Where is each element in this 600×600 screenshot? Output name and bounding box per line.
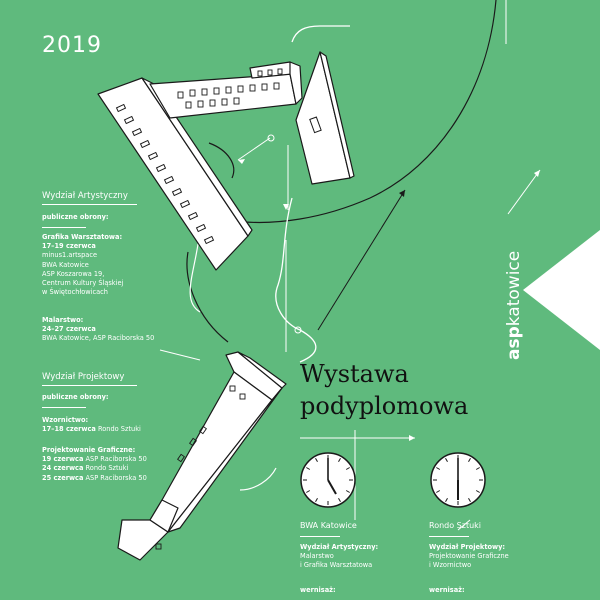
design-wzornictwo-label: Wzornictwo:: [42, 416, 89, 424]
artistic-malarstwo-label: Malarstwo:: [42, 316, 84, 324]
venue-bwa-divider: [300, 536, 340, 537]
line-3: [238, 138, 270, 160]
venue-bwa-name: BWA Katowice: [300, 521, 357, 530]
design-grafika-place: Rondo Sztuki: [85, 464, 129, 473]
line-7: [508, 170, 540, 214]
venue-bwa-program: Malarstwo: [300, 552, 334, 561]
node-circle-1: [268, 135, 274, 141]
title-line-1: Wystawa: [300, 360, 409, 388]
brand-logo: [504, 251, 524, 360]
exhibition-title: [300, 358, 468, 422]
title-line-2: podyplomowa: [300, 392, 469, 420]
artistic-heading: Wydział Artystyczny: [42, 191, 128, 201]
venue-rondo-name: Rondo Sztuki: [429, 521, 482, 530]
arrow-4: [409, 435, 415, 441]
venue-rondo-details: [429, 543, 509, 571]
bottom-curve: [240, 468, 276, 490]
artistic-grafika-dates: 17–19 czerwca: [42, 242, 96, 251]
clock-rondo-icon: [431, 453, 485, 507]
artistic-grafika-place: ASP Koszarowa 19,: [42, 269, 105, 278]
venue-rondo-opening: wernisaż:: [429, 586, 465, 594]
design-grafika-row: [42, 455, 147, 464]
artistic-divider: [42, 204, 137, 205]
design-grafika-place: ASP Raciborska 50: [85, 455, 147, 464]
design-grafika-date: 24 czerwca: [42, 464, 84, 473]
brand-regular: katowice: [504, 250, 524, 327]
design-public-defenses: publiczne obrony:: [42, 393, 109, 401]
design-wzornictwo-block: [42, 416, 141, 434]
design-grafika-date: 19 czerwca: [42, 455, 84, 464]
artistic-subdivider: [42, 227, 86, 228]
design-grafika-row: [42, 474, 147, 483]
venue-rondo-program: i Wzornictwo: [429, 561, 472, 570]
design-wzornictwo-dates: 17–18 czerwca: [42, 425, 96, 434]
venue-bwa-details: [300, 543, 378, 571]
brand-triangle: [523, 230, 600, 350]
design-grafika-place: ASP Raciborska 50: [85, 473, 147, 482]
artistic-grafika-place: BWA Katowice: [42, 260, 89, 269]
venue-rondo-faculty: Wydział Projektowy:: [429, 543, 506, 551]
venue-rondo-program: Projektowanie Graficzne: [429, 552, 509, 561]
arrow-5: [534, 170, 540, 177]
design-grafika-label: Projektowanie Graficzne:: [42, 446, 136, 454]
venue-bwa-opening: wernisaż:: [300, 586, 336, 594]
design-grafika-date: 25 czerwca: [42, 473, 84, 482]
artistic-grafika-place: Centrum Kultury Śląskiej: [42, 279, 124, 288]
venue-bwa-program: i Grafika Warsztatowa: [300, 561, 373, 570]
artistic-malarstwo-places: BWA Katowice, ASP Raciborska 50: [42, 334, 155, 343]
venue-rondo-divider: [429, 536, 469, 537]
artistic-grafika-place: minus1.artspace: [42, 251, 98, 260]
artistic-malarstwo-block: [42, 316, 154, 344]
artistic-public-defenses: publiczne obrony:: [42, 213, 109, 221]
building-top-triangle: [296, 52, 354, 184]
venue-bwa-faculty: Wydział Artystyczny:: [300, 543, 379, 551]
line-10: [160, 350, 200, 360]
artistic-grafika-block: [42, 233, 123, 297]
clock-bwa-icon: [301, 453, 355, 507]
top-curve: [292, 26, 350, 42]
design-heading: Wydział Projektowy: [42, 372, 125, 382]
year: 2019: [42, 33, 102, 58]
arc-bottom-left: [187, 252, 228, 342]
design-divider: [42, 385, 137, 386]
artistic-grafika-place: w Świętochłowicach: [42, 288, 108, 297]
artistic-malarstwo-dates: 24–27 czerwca: [42, 325, 96, 334]
design-grafika-block: [42, 446, 147, 483]
large-arc: [245, 0, 496, 222]
artistic-grafika-label: Grafika Warsztatowa:: [42, 233, 123, 241]
design-subdivider: [42, 407, 86, 408]
arrow-2: [399, 190, 405, 197]
design-wzornictwo-place: Rondo Sztuki: [97, 425, 141, 434]
center-path: [276, 198, 316, 362]
design-grafika-row: [42, 464, 147, 473]
brand-bold: asp: [504, 326, 524, 360]
line-4: [318, 190, 405, 330]
